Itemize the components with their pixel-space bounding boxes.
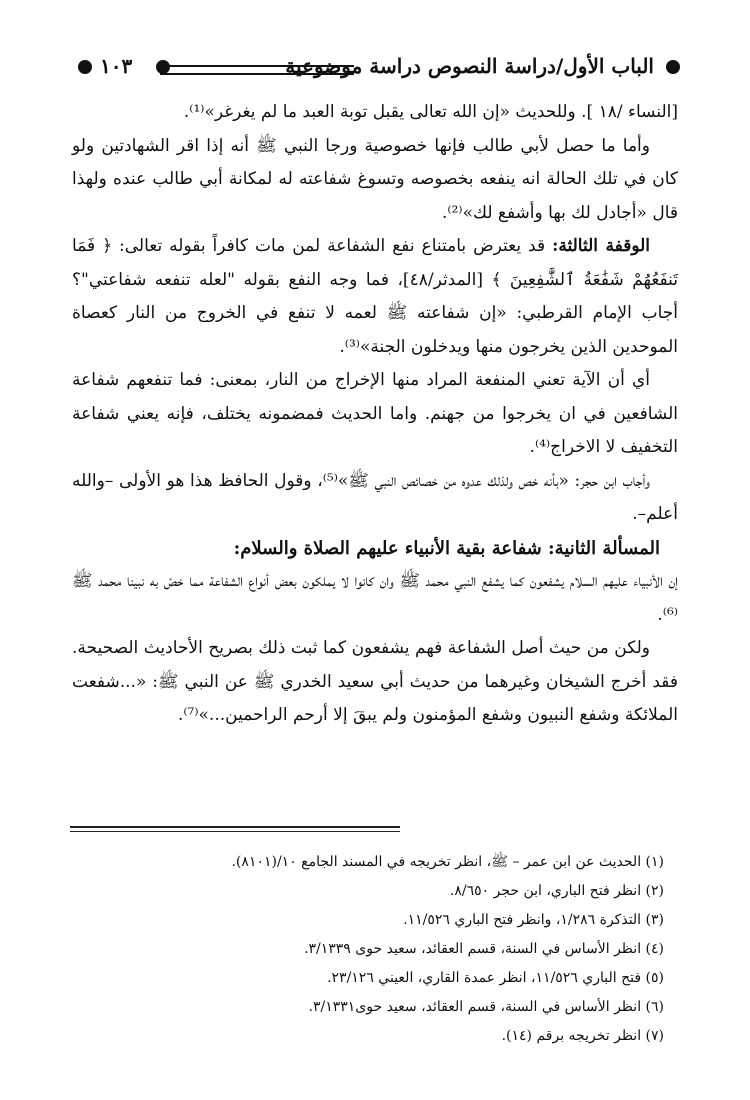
footnotes <box>72 848 664 1051</box>
page-header <box>70 52 684 88</box>
paragraph-label: الوقفة الثالثة: <box>552 236 651 256</box>
footnote: (١) الحديث عن ابن عمر – ﷺ، انظر تخريجه في المسند الجامع ١٠/(٨١٠١). <box>231 854 664 870</box>
footnote-separator <box>70 826 400 832</box>
main-text <box>72 96 678 733</box>
header-double-rule <box>160 65 354 75</box>
section-heading: المسألة الثانية: شفاعة بقية الأنبياء عليهم الصلاة والسلام: <box>233 537 660 559</box>
paragraph: [النساء /١٨ ]. وللحديث «إن الله تعالى يقبل توبة العبد ما لم يغرغر»⁽¹⁾. <box>183 102 678 122</box>
header-ornament-dot <box>78 60 92 74</box>
paragraph <box>72 230 678 364</box>
paragraph-text: قد يعترض بامتناع نفع الشفاعة لمن مات كافراً بقوله تعالى: ﴿ فَمَا تَنفَعُهُمْ شَفَٰعَةُ ٱلشَّٰفِعِينَ ﴾ [المدثر/٤٨]، فما وجه النفع بقوله "لعله تنفعه شفاعتي"؟ أجاب الإمام القرطبي: «إن شفاعته ﷺ لعمه لا تنفع في الخروج من النار كعصاة الموحدين الذين يخرجون منها ويدخلون الجنة»⁽³⁾. <box>72 236 679 357</box>
paragraph: ولكن من حيث أصل الشفاعة فهم يشفعون كما ثبت ذلك بصريح الأحاديث الصحيحة. فقد أخرج الشيخان وغيرهما من حديث أبي سعيد الخدري ﷺ عن النبي ﷺ: «...شفعت الملائكة وشفع النبيون وشفع المؤمنون ولم يبقَ إلا أرحم الراحمين...»⁽⁷⁾. <box>72 638 678 725</box>
header-ornament-dot <box>666 60 680 74</box>
chapter-title: الباب الأول/دراسة النصوص دراسة موضوعية <box>285 54 654 78</box>
footnote: (٤) انظر الأساس في السنة، قسم العقائد، سعيد حوى ٣/١٣٣٩. <box>304 941 664 957</box>
footnote: (٥) فتح الباري ١١/٥٢٦، انظر عمدة القاري، العيني ٢٣/١٢٦. <box>327 970 664 986</box>
paragraph: إن الأنبياء عليهم السلام يشفعون كما يشفع النبي محمد ﷺ وان كانوا لا يملكون بعض أنواع الشفاعة مما خصّ به نبينا محمد ﷺ ⁽⁶⁾. <box>72 571 678 625</box>
header-ornament-dot <box>156 60 170 74</box>
paragraph: أي أن الآية تعني المنفعة المراد منها الإخراج من النار، بمعنى: فما تنفعهم شفاعة الشافعين في ان يخرجوا من جهنم. واما الحديث فمضمونه يختلف، فإنه يعني شفاعة التخفيف لا الاخراج⁽⁴⁾. <box>72 370 678 457</box>
paragraph: وأما ما حصل لأبي طالب فإنها خصوصية ورجا النبي ﷺ أنه إذا اقر الشهادتين ولو كان في تلك الحالة انه ينفعه بخصوصه وتسوغ شفاعته له لمكانة أبي طالب عنده ولهذا قال «أجادل لك بها وأشفع لك»⁽²⁾. <box>72 135 678 223</box>
footnote: (٦) انظر الأساس في السنة، قسم العقائد، سعيد حوى٣/١٣٣١. <box>308 999 664 1015</box>
footnote: (٣) التذكرة ١/٢٨٦، وانظر فتح الباري ١١/٥٢٦. <box>403 912 664 928</box>
paragraph: وأجاب ابن حجر: «بأنه خص ولذلك عدوه من خصائص النبي ﷺ»⁽⁵⁾، وقول الحافظ هذا هو الأولى –والله أعلم–. <box>72 470 678 524</box>
footnote: (٧) انظر تخريجه برقم (١٤). <box>501 1028 664 1044</box>
page-number: ١٠٣ <box>100 54 133 78</box>
footnote: (٢) انظر فتح الباري، ابن حجر ٨/٦٥٠. <box>449 883 664 899</box>
